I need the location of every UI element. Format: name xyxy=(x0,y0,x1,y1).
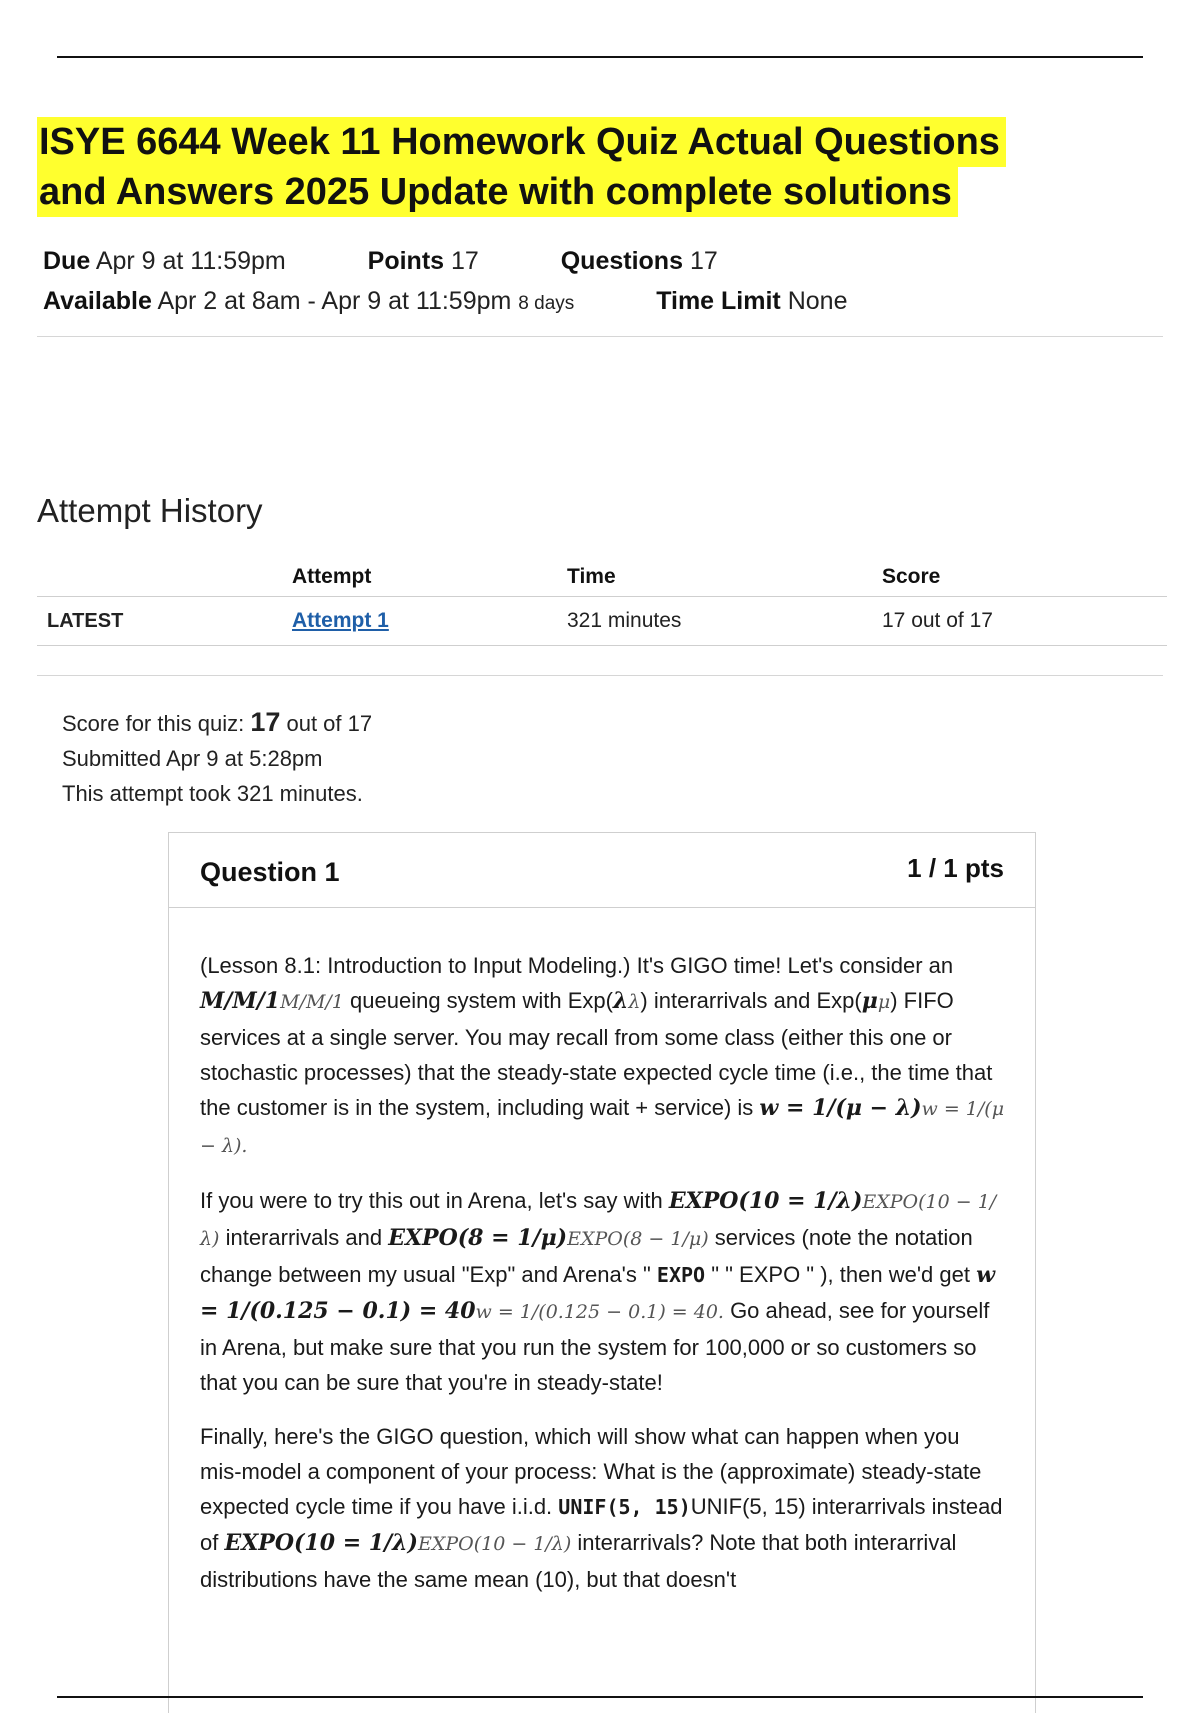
question-paragraph-1 xyxy=(200,948,1005,1164)
available-label: Available xyxy=(43,287,152,315)
latest-label: LATEST xyxy=(37,597,292,646)
document-title xyxy=(37,117,1167,217)
time-limit-label: Time Limit xyxy=(656,287,781,315)
attempt-time: 321 minutes xyxy=(567,597,882,646)
attempt-history-heading: Attempt History xyxy=(37,492,263,529)
p1-text-a: (Lesson 8.1: Introduction to Input Modeling.) It's GIGO time! Let's consider an xyxy=(200,953,954,978)
score-value: 17 xyxy=(250,707,281,737)
mm1-math: M/M/1 xyxy=(200,988,281,1014)
expo-service-fallback: EXPO(8 − 1/μ) xyxy=(567,1228,709,1250)
p2-text-b: interarrivals and xyxy=(219,1225,389,1250)
expo-interarrival-fallback-2: EXPO(10 − 1/λ) xyxy=(417,1533,572,1555)
available-days: 8 days xyxy=(518,293,575,314)
questions-label: Questions xyxy=(560,247,683,275)
p3-text-c: interarrivals? Note that both interarrival distributions have the same mean (10), but that doesn't xyxy=(200,1530,957,1592)
score-label: Score for this quiz: xyxy=(62,711,245,736)
expo-interarrival-math: EXPO(10 = 1/λ) xyxy=(668,1188,863,1214)
question-points: 1 / 1 pts xyxy=(907,853,1004,883)
meta-divider xyxy=(37,336,1163,337)
p1-text-d: ) FIFO services at a single server. You may recall from some class (either this one or stochastic processes) that the steady-state expected cycle time (i.e., the time that the customer is in the system, including wait + service) is xyxy=(200,988,993,1120)
question-paragraph-3 xyxy=(200,1419,1005,1597)
title-line-1: ISYE 6644 Week 11 Homework Quiz Actual Questions xyxy=(37,117,1006,167)
p3-text-a: Finally, here's the GIGO question, which will show what can happen when you mis-model a component of your process: What is the (approximate) steady-state expected cycle time if you have i.i.d. xyxy=(200,1424,982,1519)
attempt-score: 17 out of 17 xyxy=(882,597,1167,646)
column-header-blank xyxy=(37,558,292,597)
p2-text-c: services (note the notation change between my usual "Exp" and Arena's " xyxy=(200,1225,973,1287)
cycle-time-formula-fallback: w = 1/(μ − λ). xyxy=(200,1098,1005,1157)
question-card xyxy=(168,832,1036,1713)
due-label: Due xyxy=(43,247,91,275)
expo-interarrival-fallback: EXPO(10 − 1/λ) xyxy=(200,1191,997,1250)
quiz-meta-row-2 xyxy=(43,287,847,316)
questions-value: 17 xyxy=(689,247,718,275)
history-divider xyxy=(37,675,1163,676)
cycle-time-result: w = 1/(0.125 − 0.1) = 40 xyxy=(200,1262,996,1324)
p1-text-b: queueing system with Exp( xyxy=(343,988,613,1013)
column-header-attempt: Attempt xyxy=(292,558,567,597)
cycle-time-formula: w = 1/(μ − λ) xyxy=(759,1095,922,1121)
mu-math: μ xyxy=(861,988,878,1014)
column-header-score: Score xyxy=(882,558,1167,597)
p1-text-c: ) interarrivals and Exp( xyxy=(640,988,862,1013)
table-header-row xyxy=(37,558,1167,597)
table-row xyxy=(37,597,1167,646)
lambda-math: λ xyxy=(612,988,629,1014)
quiz-meta-row-1 xyxy=(43,247,718,276)
submitted-line: Submitted Apr 9 at 5:28pm xyxy=(62,746,323,771)
duration-line: This attempt took 321 minutes. xyxy=(62,781,363,806)
unif-math: UNIF(5, 15) xyxy=(558,1495,691,1519)
bottom-rule xyxy=(57,1696,1143,1698)
title-line-2: and Answers 2025 Update with complete solutions xyxy=(37,167,958,217)
mu-math-fallback: μ xyxy=(877,991,891,1013)
p2-text-e: Go ahead, see for yourself in Arena, but make sure that you run the system for 100,000 or so customers so that you can be sure that you're in steady-state! xyxy=(200,1298,990,1395)
p3-text-b: interarrivals instead of xyxy=(200,1494,1003,1555)
top-rule xyxy=(57,56,1143,58)
p2-text-a: If you were to try this out in Arena, let's say with xyxy=(200,1188,669,1213)
points-value: 17 xyxy=(451,247,479,275)
time-limit-value: None xyxy=(787,287,848,315)
available-value: Apr 2 at 8am - Apr 9 at 11:59pm xyxy=(157,287,512,315)
quiz-summary xyxy=(62,705,372,811)
question-body xyxy=(169,908,1035,1597)
expo-interarrival-math-2: EXPO(10 = 1/λ) xyxy=(224,1530,418,1556)
question-header xyxy=(169,833,1035,908)
points-label: Points xyxy=(367,247,445,275)
expo-service-math: EXPO(8 = 1/μ) xyxy=(388,1225,568,1251)
mm1-math-fallback: M/M/1 xyxy=(280,991,344,1013)
score-total: out of 17 xyxy=(286,711,373,736)
score-line xyxy=(62,705,372,741)
unif-fallback: UNIF(5, 15) xyxy=(690,1494,806,1519)
question-title: Question 1 xyxy=(200,857,340,887)
expo-keyword: EXPO xyxy=(656,1263,706,1287)
cycle-time-result-fallback: w = 1/(0.125 − 0.1) = 40. xyxy=(475,1301,724,1323)
question-paragraph-2 xyxy=(200,1183,1005,1400)
attempt-1-link[interactable]: Attempt 1 xyxy=(292,609,389,632)
attempt-history-table xyxy=(37,558,1167,646)
lambda-math-fallback: λ xyxy=(628,991,641,1013)
column-header-time: Time xyxy=(567,558,882,597)
p2-text-d: " " EXPO " ), then we'd get xyxy=(705,1262,977,1287)
due-value: Apr 9 at 11:59pm xyxy=(95,247,286,275)
